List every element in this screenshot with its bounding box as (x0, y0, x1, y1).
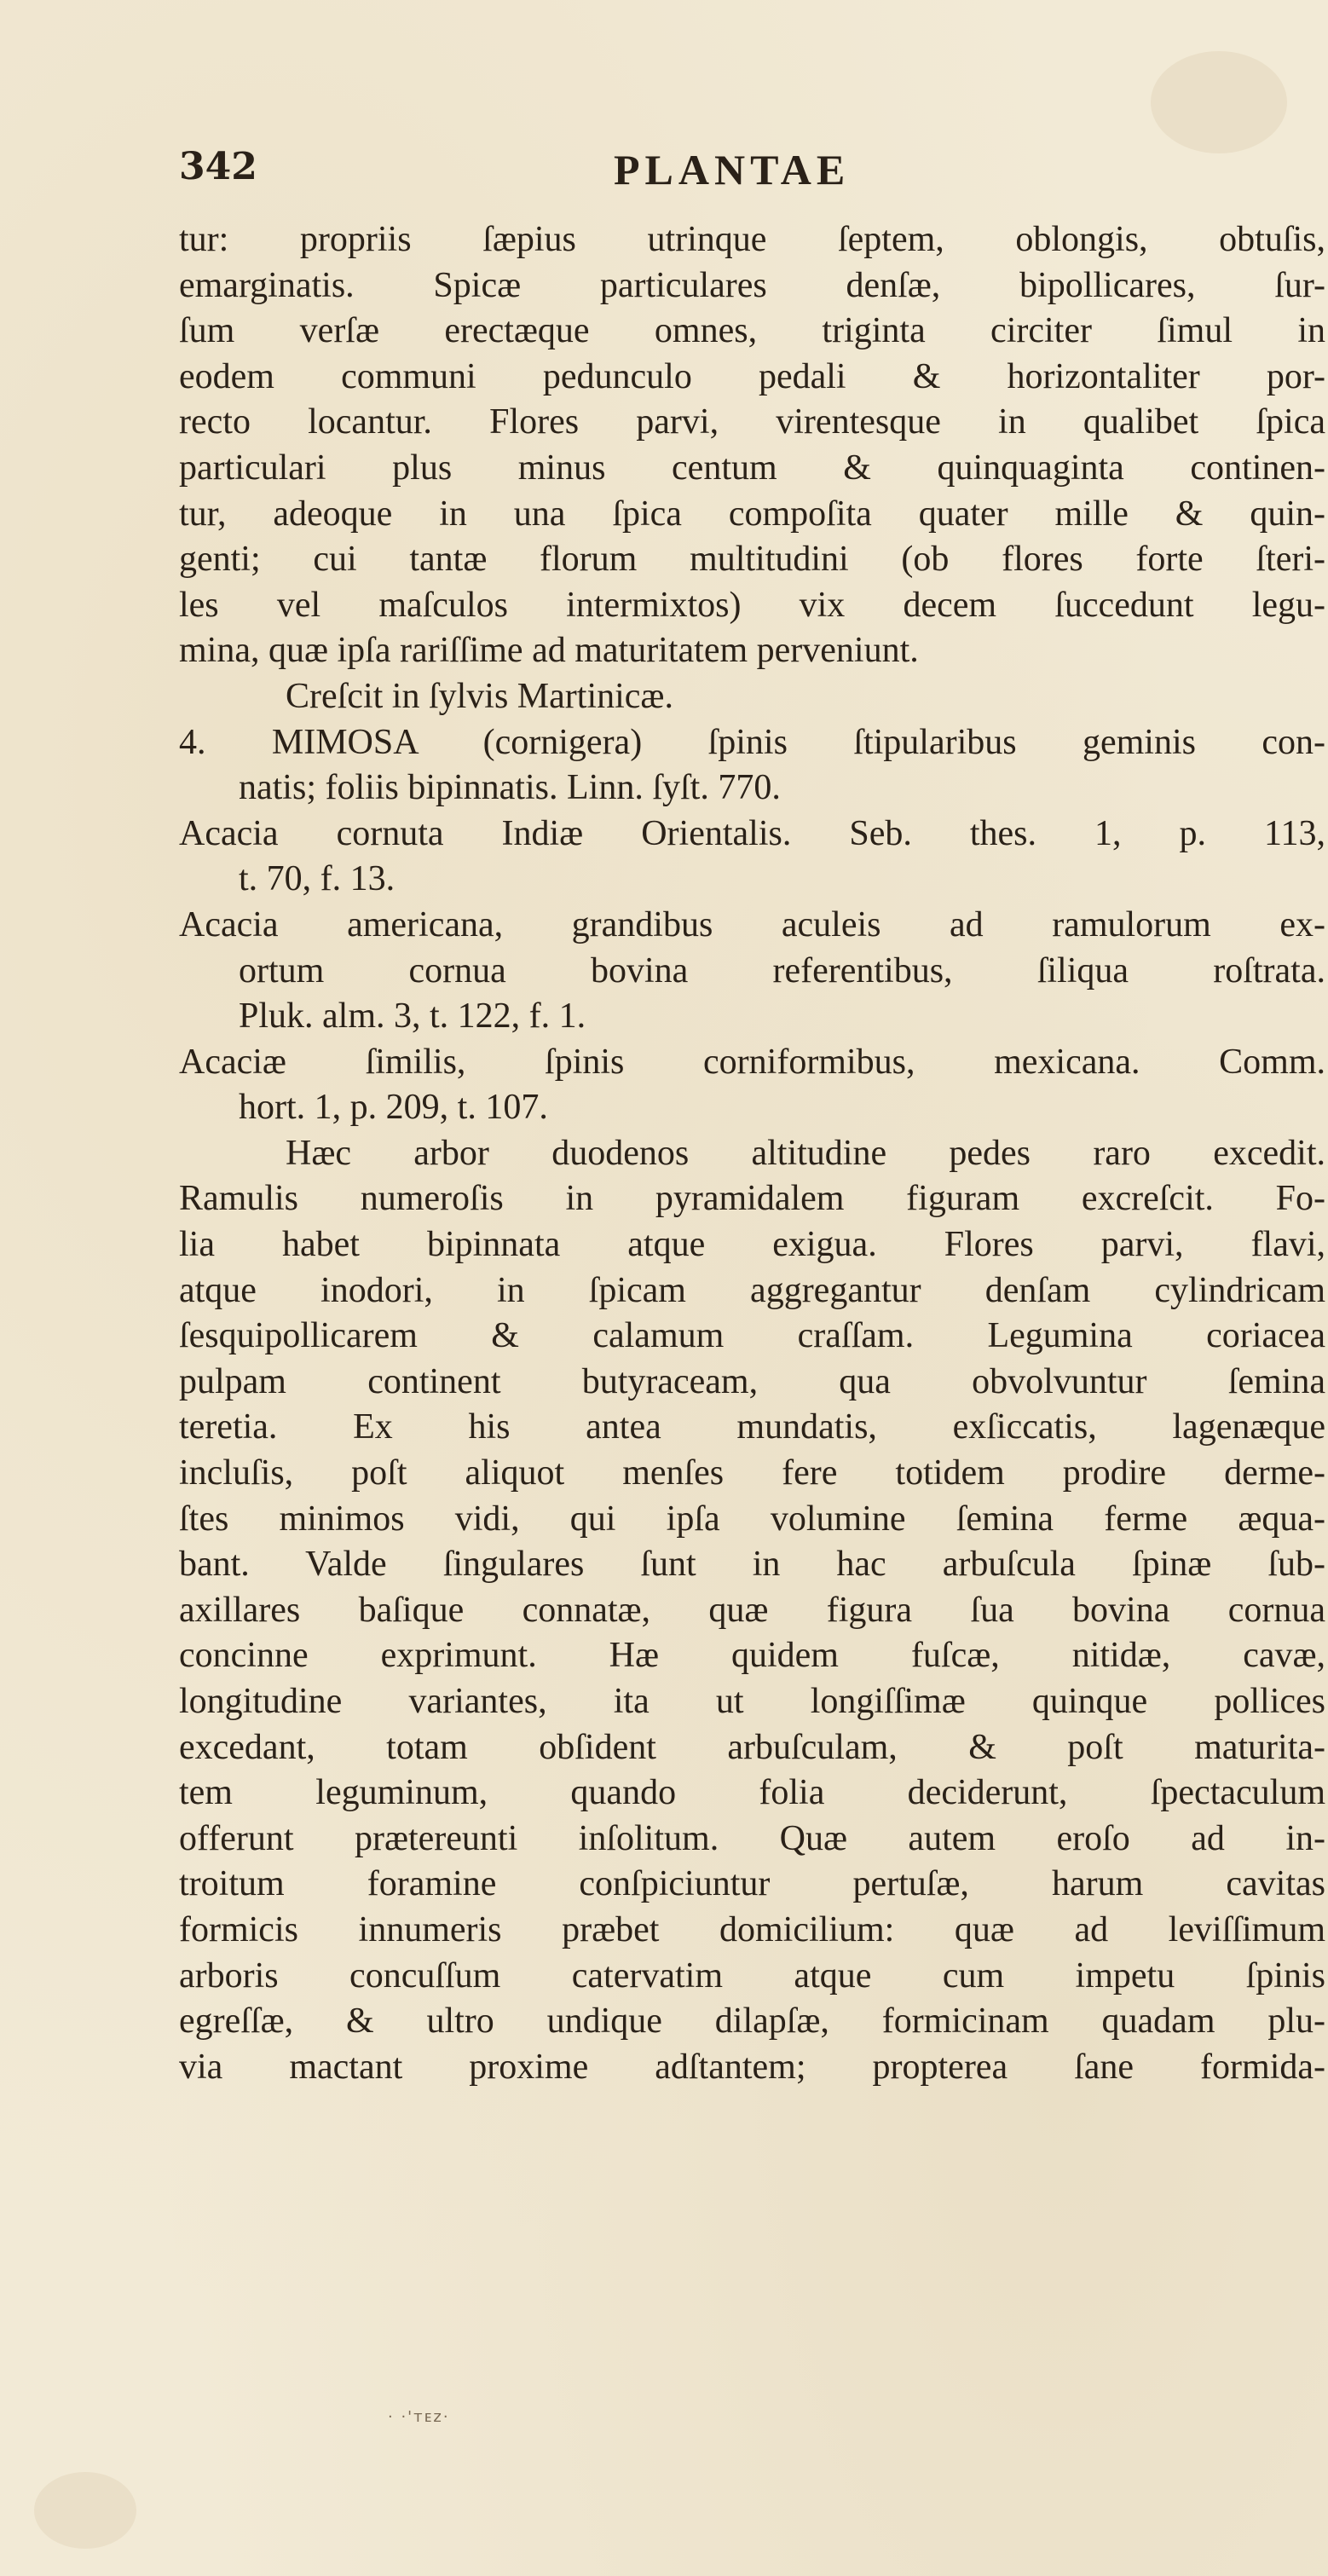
text-line: les vel maſculos intermixtos) vix decem ſuccedunt legu- (179, 585, 1325, 625)
text-line: tur: propriis ſæpius utrinque ſeptem, oblongis, obtuſis, (179, 220, 1325, 259)
paper-stain (34, 2472, 136, 2549)
text-line: 4. MIMOSA (cornigera) ſpinis ſtipularibus geminis con- (179, 722, 1325, 762)
text-line: hort. 1, p. 209, t. 107. (239, 1088, 548, 1128)
text-line: Ramulis numeroſis in pyramidalem figuram excreſcit. Fo- (179, 1179, 1325, 1219)
text-line: troitum foramine conſpiciuntur pertuſæ, harum cavitas (179, 1864, 1325, 1904)
text-line: via mactant proxime adſtantem; propterea ſane formida- (179, 2047, 1325, 2087)
text-line: ortum cornua bovina referentibus, ſiliqua roſtrata. (239, 950, 1325, 991)
text-line: eodem communi pedunculo pedali & horizontaliter por- (179, 356, 1325, 396)
text-line: lia habet bipinnata atque exigua. Flores parvi, flavi, (179, 1225, 1325, 1265)
text-line: excedant, totam obſident arbuſculam, & poſt maturita- (179, 1727, 1325, 1767)
text-line: axillares baſique connatæ, quæ figura ſua bovina cornua (179, 1590, 1325, 1630)
text-line: natis; foliis bipinnatis. Linn. ſyſt. 770. (239, 768, 781, 808)
text-line: Pluk. alm. 3, t. 122, f. 1. (239, 996, 586, 1037)
text-line: ſesquipollicarem & calamum craſſam. Legumina coriacea (179, 1316, 1325, 1356)
text-line: incluſis, poſt aliquot menſes fere totidem prodire derme- (179, 1453, 1325, 1493)
paper-stain (1151, 51, 1287, 153)
text-line: Hæc arbor duodenos altitudine pedes raro excedit. (286, 1133, 1325, 1173)
text-line: Acacia cornuta Indiæ Orientalis. Seb. thes. 1, p. 113, (179, 813, 1325, 853)
text-line: egreſſæ, & ultro undique dilapſæ, formicinam quadam plu- (179, 2001, 1325, 2042)
footer-mark: · ·'ᴛᴇᴢ· (388, 2408, 450, 2426)
text-line: atque inodori, in ſpicam aggregantur denſam cylindricam (179, 1270, 1325, 1310)
text-line: teretia. Ex his antea mundatis, exſiccatis, lagenæque (179, 1407, 1325, 1447)
text-line: concinne exprimunt. Hæ quidem fuſcæ, nitidæ, cavæ, (179, 1636, 1325, 1676)
running-head: PLANTAE (614, 146, 851, 193)
text-line: ſum verſæ erectæque omnes, triginta circiter ſimul in (179, 311, 1325, 351)
text-line: offerunt prætereunti inſolitum. Quæ autem eroſo ad in- (179, 1818, 1325, 1858)
text-line: pulpam continent butyraceam, qua obvolvuntur ſemina (179, 1361, 1325, 1401)
body-text (179, 217, 1325, 2090)
page-number: 342 (179, 145, 257, 188)
text-line: emarginatis. Spicæ particulares denſæ, bipollicares, ſur- (179, 265, 1325, 305)
text-line: mina, quæ ipſa rariſſime ad maturitatem perveniunt. (179, 631, 919, 671)
page-header (179, 145, 1328, 205)
text-line: tem leguminum, quando folia deciderunt, ſpectaculum (179, 1773, 1325, 1813)
text-line: Acaciæ ſimilis, ſpinis corniformibus, mexicana. Comm. (179, 1042, 1325, 1082)
text-line: tur, adeoque in una ſpica compoſita quater mille & quin- (179, 494, 1325, 534)
text-line: ſtes minimos vidi, qui ipſa volumine ſemina ferme æqua- (179, 1499, 1325, 1539)
text-line: longitudine variantes, ita ut longiſſimæ quinque pollices (179, 1682, 1325, 1721)
text-line: formicis innumeris præbet domicilium: quæ ad leviſſimum (179, 1909, 1325, 1949)
text-line: t. 70, f. 13. (239, 859, 396, 899)
text-line: Creſcit in ſylvis Martinicæ. (286, 676, 673, 716)
text-line: Acacia americana, grandibus aculeis ad ramulorum ex- (179, 904, 1325, 944)
text-line: bant. Valde ſingulares ſunt in hac arbuſcula ſpinæ ſub- (179, 1545, 1325, 1585)
text-line: arboris concuſſum catervatim atque cum impetu ſpinis (179, 1955, 1325, 1996)
text-line: recto locantur. Flores parvi, virentesque in qualibet ſpica (179, 402, 1325, 442)
text-line: genti; cui tantæ florum multitudini (ob flores forte ſteri- (179, 540, 1325, 580)
text-line: particulari plus minus centum & quinquaginta continen- (179, 448, 1325, 488)
